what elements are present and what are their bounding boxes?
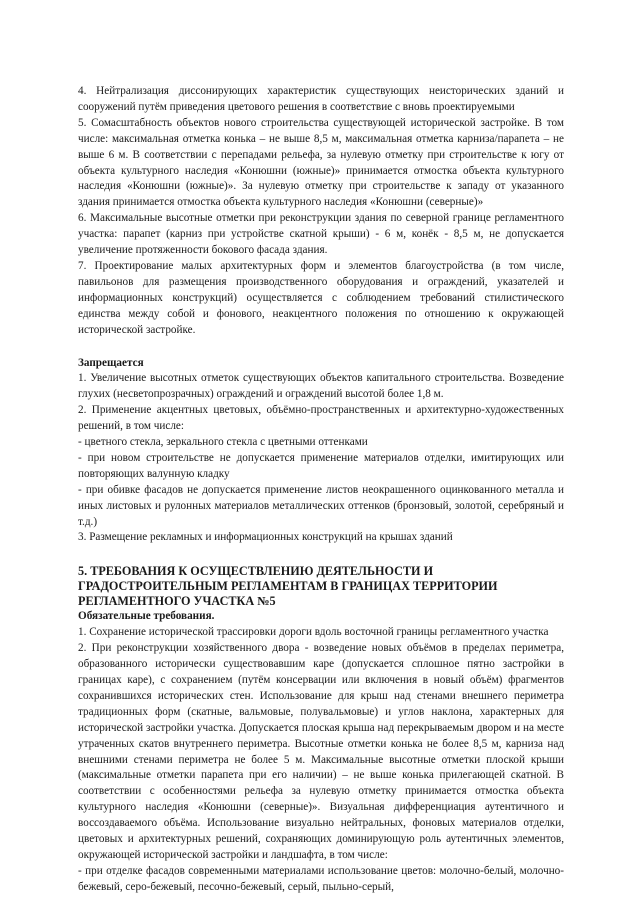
prohibited-item: 2. Применение акцентных цветовых, объёмно-пространственных и архитектурно-художественных решений, в том числе: (78, 404, 564, 433)
prohibited-item: 3. Размещение рекламных и информационных конструкций на крышах зданий (78, 531, 453, 544)
section-5-subtitle: Обязательные требования. (78, 610, 215, 623)
requirement-item: - при отделке фасадов современными материалами использование цветов: молочно-белый, молочно-бежевый, серо-бежевый, песочно-бежевый, серый, пыльно-серый, (78, 864, 564, 893)
section-5-heading: 5. ТРЕБОВАНИЯ К ОСУЩЕСТВЛЕНИЮ ДЕЯТЕЛЬНОСТИ И ГРАДОСТРОИТЕЛЬНЫМ РЕГЛАМЕНТАМ В ГРАНИЦАХ ТЕРРИТОРИИ РЕГЛАМЕНТНОГО УЧАСТКА №5 (78, 564, 498, 609)
prohibited-item: - цветного стекла, зеркального стекла с цветными оттенками (78, 436, 368, 449)
paragraph-7: 7. Проектирование малых архитектурных форм и элементов благоустройства (в том числе, павильонов для размещения производственного оборудования и ограждений, указателей и информационных конструкций) осуществляется с соблюдением требований стилистического единства между собой и фонового, неакцентного положения по отношению к окружающей исторической застройке. (78, 259, 564, 336)
paragraph-5: 5. Сомасштабность объектов нового строительства существующей исторической застройке. В том числе: максимальная отметка конька – не выше 8,5 м, максимальная отметка карниза/парапета – не выше 6 м. В соответствии с перепадами рельефа, за нулевую отметку при строительстве к югу от объекта культурного наследия «Конюшни (южные)» принимается отмостка объекта культурного наследия «Конюшни (южные)». За нулевую отметку при строительстве к западу от указанного здания принимается отмостка объекта культурного наследия «Конюшни (северные)» (78, 116, 564, 209)
prohibited-title: Запрещается (78, 356, 144, 369)
prohibited-item: 1. Увеличение высотных отметок существующих объектов капитального строительства. Возведение глухих (несветопрозрачных) ограждений и ограждений высотой более 1,8 м. (78, 372, 564, 401)
document-page (78, 84, 564, 896)
requirement-item: 2. При реконструкции хозяйственного двора - возведение новых объёмов в пределах периметра, образованного исторически существовавшим каре (допускается сплошное пятно застройки в границах каре), с сохранением (путём консервации или включения в новый объём) фрагментов сохранившихся исторических стен. Использование для крыш над стенами внешнего периметра традиционных форм (скатные, вальмовые, полувальмовые) и углов наклона, характерных для исторической застройки участка. Допускается плоская крыша над перекрываемым двором и на месте утраченных скатов внутреннего периметра. Высотные отметки конька не более 8,5 м, карниза над внешними стенами периметра не более 5 м. Максимальные высотные отметки плоской крыши (максимальные отметки парапета при его наличии) – не выше конька прилегающей скатной. В соответствии с особенностями рельефа за нулевую отметку принимается отмостка объекта культурного наследия «Конюшни (северные)». Визуальная дифференциация аутентичного и воссоздаваемого объёма. Использование визуально нейтральных, фоновых материалов отделки, цветовых и архитектурных решений, сохраняющих доминирующую роль аутентичных элементов, окружающей исторической застройки и ландшафта, в том числе: (78, 642, 564, 861)
requirement-item: 1. Сохранение исторической трассировки дороги вдоль восточной границы регламентного участка (78, 626, 549, 639)
prohibited-item: - при обивке фасадов не допускается применение листов неокрашенного оцинкованного металла и иных листовых и рулонных материалов металлических оттенков (бронзовый, золотой, серебряный и т.д.) (78, 483, 564, 528)
prohibited-item: - при новом строительстве не допускается применение материалов отделки, имитирующих или повторяющих валунную кладку (78, 451, 564, 480)
paragraph-4: 4. Нейтрализация диссонирующих характеристик существующих неисторических зданий и сооружений путём приведения цветового решения в соответствие с вновь проектируемыми (78, 85, 564, 113)
paragraph-6: 6. Максимальные высотные отметки при реконструкции здания по северной границе регламентного участка: парапет (карниз при устройстве скатной крыши) - 6 м, конёк - 8,5 м, не допускается увеличение протяженности бокового фасада здания. (78, 212, 564, 257)
